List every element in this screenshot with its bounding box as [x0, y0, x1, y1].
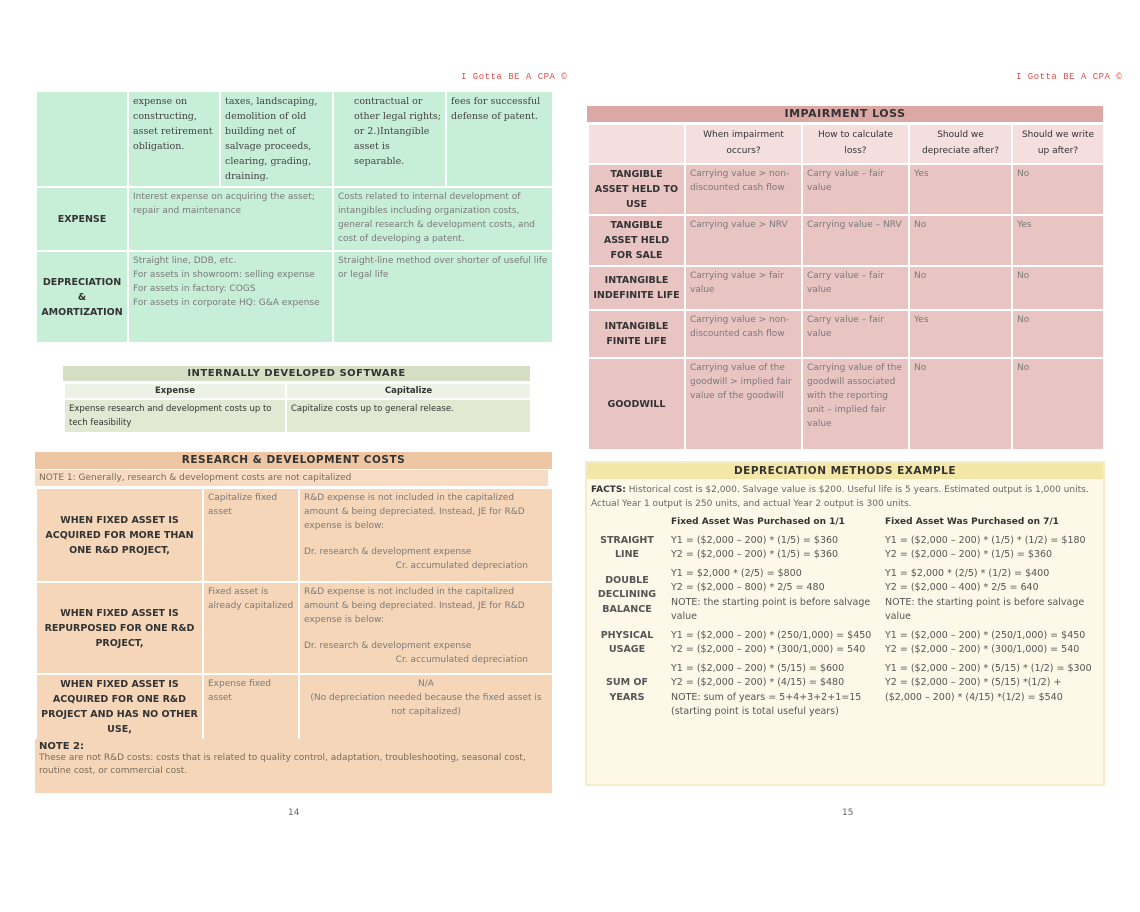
- rd-text: (No depreciation needed because the fixed asset is not capitalized): [310, 693, 542, 717]
- dep-jul-text: Y1 = ($2,000 – 200) * (5/15) * (1/2) = $300 Y2 = ($2,000 – 200) * (5/15) *(1/2) + ($2,000 – 200) * (4/15) *(1/2) = $540: [885, 662, 1092, 703]
- depreciation-title: DEPRECIATION METHODS EXAMPLE: [587, 463, 1103, 479]
- depreciation-box: [585, 461, 1105, 786]
- rd-note2: [35, 739, 552, 793]
- imp-when: Carrying value of the goodwill > implied fair value of the goodwill: [685, 358, 802, 450]
- software-col-capitalize: Capitalize: [286, 383, 531, 399]
- blank-header: [588, 124, 685, 164]
- software-table: [63, 382, 532, 434]
- rd-label-single: WHEN FIXED ASSET IS ACQUIRED FOR ONE R&D PROJECT AND HAS NO OTHER USE,: [36, 674, 203, 740]
- tangible-expense: Interest expense on acquiring the asset; repair and maintenance: [128, 187, 333, 251]
- rd-detail: [299, 674, 553, 740]
- imp-writeup: No: [1012, 164, 1104, 215]
- rd-table: [35, 487, 554, 741]
- dep-jul: [881, 627, 1103, 660]
- header-writeup: Should we write up after?: [1012, 124, 1104, 164]
- page-number-right: 15: [842, 808, 854, 818]
- dep-jul-text: Y1 = ($2,000 – 200) * (1/5) * (1/2) = $180 Y2 = ($2,000 – 200) * (1/5) = $360: [885, 534, 1086, 560]
- rd-label-repurposed: WHEN FIXED ASSET IS REPURPOSED FOR ONE R&D PROJECT,: [36, 582, 203, 674]
- dep-label-physical: PHYSICAL USAGE: [600, 629, 654, 655]
- header-left: I Gotta BE A CPA ©: [461, 72, 568, 82]
- software-expense-cell: Expense research and development costs up to tech feasibility: [64, 399, 286, 433]
- imp-depreciate: Yes: [909, 310, 1012, 358]
- imp-how: Carry value – fair value: [802, 266, 909, 310]
- imp-label-goodwill: GOODWILL: [588, 358, 685, 450]
- dep-jan-text: Y1 = ($2,000 – 200) * (5/15) = $600 Y2 = ($2,000 – 200) * (4/15) = $480 NOTE: sum of years = 5+4+3+2+1=15 (starting point is total useful years): [671, 662, 862, 717]
- imp-when: Carrying value > non-discounted cash flow: [685, 310, 802, 358]
- imp-writeup: No: [1012, 310, 1104, 358]
- header-right: I Gotta BE A CPA ©: [1016, 72, 1123, 82]
- rd-note2-text: These are not R&D costs: costs that is related to quality control, adaptation, troubleshooting, seasonal cost, routine cost, or commercial cost.: [39, 753, 526, 776]
- col-jan: Fixed Asset Was Purchased on 1/1: [671, 517, 845, 527]
- header-how: How to calculate loss?: [802, 124, 909, 164]
- impairment-title: IMPAIRMENT LOSS: [587, 106, 1103, 122]
- dep-jan-text: Y1 = ($2,000 – 200) * (1/5) = $360 Y2 = ($2,000 – 200) * (1/5) = $360: [671, 534, 839, 560]
- rd-je-credit: Cr. accumulated depreciation: [395, 561, 528, 571]
- dep-jul: [881, 660, 1103, 722]
- imp-label-intangible-finite: INTANGIBLE FINITE LIFE: [588, 310, 685, 358]
- cell: fees for successful defense of patent.: [446, 91, 553, 187]
- imp-when: Carrying value > NRV: [685, 215, 802, 266]
- rd-title: RESEARCH & DEVELOPMENT COSTS: [35, 452, 552, 469]
- dep-label-ddb: DOUBLE DECLINING BALANCE: [597, 574, 657, 615]
- intangible-depreciation: Straight-line method over shorter of useful life or legal life: [333, 251, 553, 343]
- blank-cell: [36, 91, 128, 187]
- dep-jul-text: Y1 = $2,000 * (2/5) * (1/2) = $400 Y2 = ($2,000 – 400) * 2/5 = 640 NOTE: the starting point is before salvage value: [885, 567, 1085, 622]
- dep-label-straight: STRAIGHT LINE: [600, 534, 654, 560]
- imp-writeup: No: [1012, 266, 1104, 310]
- rd-je-debit: Dr. research & development expense: [304, 547, 472, 557]
- imp-depreciate: No: [909, 358, 1012, 450]
- row-label-expense: EXPENSE: [36, 187, 128, 251]
- depreciation-table: [587, 513, 1103, 722]
- cell: contractual or other legal rights; or 2.)Intangible asset is separable.: [333, 91, 446, 187]
- col-jul: Fixed Asset Was Purchased on 7/1: [885, 517, 1059, 527]
- row-label-depreciation: DEPRECIATION & AMORTIZATION: [36, 251, 128, 343]
- imp-how: Carry value – fair value: [802, 164, 909, 215]
- imp-how: Carry value – fair value: [802, 310, 909, 358]
- imp-depreciate: Yes: [909, 164, 1012, 215]
- imp-depreciate: No: [909, 215, 1012, 266]
- facts-text: Historical cost is $2,000. Salvage value is $200. Useful life is 5 years. Estimated output is 1,000 units. Actual Year 1 output is 250 units, and actual Year 2 output is 300 units.: [591, 485, 1089, 509]
- page-number-left: 14: [288, 808, 300, 818]
- asset-table: [35, 90, 554, 344]
- rd-detail: [299, 488, 553, 582]
- tangible-depreciation-text: Straight line, DDB, etc. For assets in showroom: selling expense For assets in factory: COGS For assets in corporate HQ: G&A expense: [133, 256, 320, 308]
- imp-label-intangible-indefinite: INTANGIBLE INDEFINITE LIFE: [588, 266, 685, 310]
- software-col-expense: Expense: [64, 383, 286, 399]
- rd-action: Expense fixed asset: [203, 674, 299, 740]
- impairment-table: [587, 123, 1105, 451]
- dep-jan: [667, 565, 881, 627]
- software-capitalize-cell: Capitalize costs up to general release.: [286, 399, 531, 433]
- header-depreciate: Should we depreciate after?: [909, 124, 1012, 164]
- rd-label-multi: WHEN FIXED ASSET IS ACQUIRED FOR MORE THAN ONE R&D PROJECT,: [36, 488, 203, 582]
- dep-jul: [881, 532, 1103, 565]
- imp-how: Carrying value of the goodwill associated with the reporting unit – implied fair value: [802, 358, 909, 450]
- software-title: INTERNALLY DEVELOPED SOFTWARE: [63, 366, 530, 381]
- rd-detail: [299, 582, 553, 674]
- blank-cell: [587, 513, 667, 532]
- cell: taxes, landscaping, demolition of old building net of salvage proceeds, clearing, grading, draining.: [220, 91, 333, 187]
- dep-label-sum-of-years: SUM OF YEARS: [606, 677, 648, 703]
- rd-action: Fixed asset is already capitalized: [203, 582, 299, 674]
- imp-label-tangible-sale: TANGIBLE ASSET HELD FOR SALE: [588, 215, 685, 266]
- imp-depreciate: No: [909, 266, 1012, 310]
- dep-jul-text: Y1 = ($2,000 – 200) * (250/1,000) = $450 Y2 = ($2,000 – 200) * (300/1,000) = 540: [885, 629, 1086, 655]
- imp-when: Carrying value > fair value: [685, 266, 802, 310]
- depreciation-facts: [587, 479, 1103, 513]
- dep-jan-text: Y1 = ($2,000 – 200) * (250/1,000) = $450 Y2 = ($2,000 – 200) * (300/1,000) = 540: [671, 629, 872, 655]
- rd-text: R&D expense is not included in the capitalized amount & being depreciated. Instead, JE for R&D expense is below:: [304, 587, 525, 625]
- imp-writeup: Yes: [1012, 215, 1104, 266]
- dep-jan: [667, 660, 881, 722]
- rd-action: Capitalize fixed asset: [203, 488, 299, 582]
- rd-note2-title: NOTE 2:: [39, 741, 84, 752]
- imp-how: Carrying value – NRV: [802, 215, 909, 266]
- intangible-expense: Costs related to internal development of intangibles including organization costs, general research & development costs, and cost of developing a patent.: [333, 187, 553, 251]
- header-when: When impairment occurs?: [685, 124, 802, 164]
- imp-when: Carrying value > non-discounted cash flow: [685, 164, 802, 215]
- imp-writeup: No: [1012, 358, 1104, 450]
- imp-label-tangible-use: TANGIBLE ASSET HELD TO USE: [588, 164, 685, 215]
- cell: expense on constructing, asset retirement obligation.: [128, 91, 220, 187]
- dep-jan: [667, 532, 881, 565]
- rd-je-credit: Cr. accumulated depreciation: [395, 655, 528, 665]
- rd-na: N/A: [418, 679, 434, 689]
- dep-jan-text: Y1 = $2,000 * (2/5) = $800 Y2 = ($2,000 – 800) * 2/5 = 480 NOTE: the starting point is before salvage value: [671, 567, 871, 622]
- dep-jul: [881, 565, 1103, 627]
- rd-je-debit: Dr. research & development expense: [304, 641, 472, 651]
- rd-text: R&D expense is not included in the capitalized amount & being depreciated. Instead, JE for R&D expense is below:: [304, 493, 525, 531]
- dep-jan: [667, 627, 881, 660]
- facts-label: FACTS:: [591, 485, 626, 495]
- tangible-depreciation: [128, 251, 333, 343]
- rd-note1: NOTE 1: Generally, research & development costs are not capitalized: [35, 470, 548, 486]
